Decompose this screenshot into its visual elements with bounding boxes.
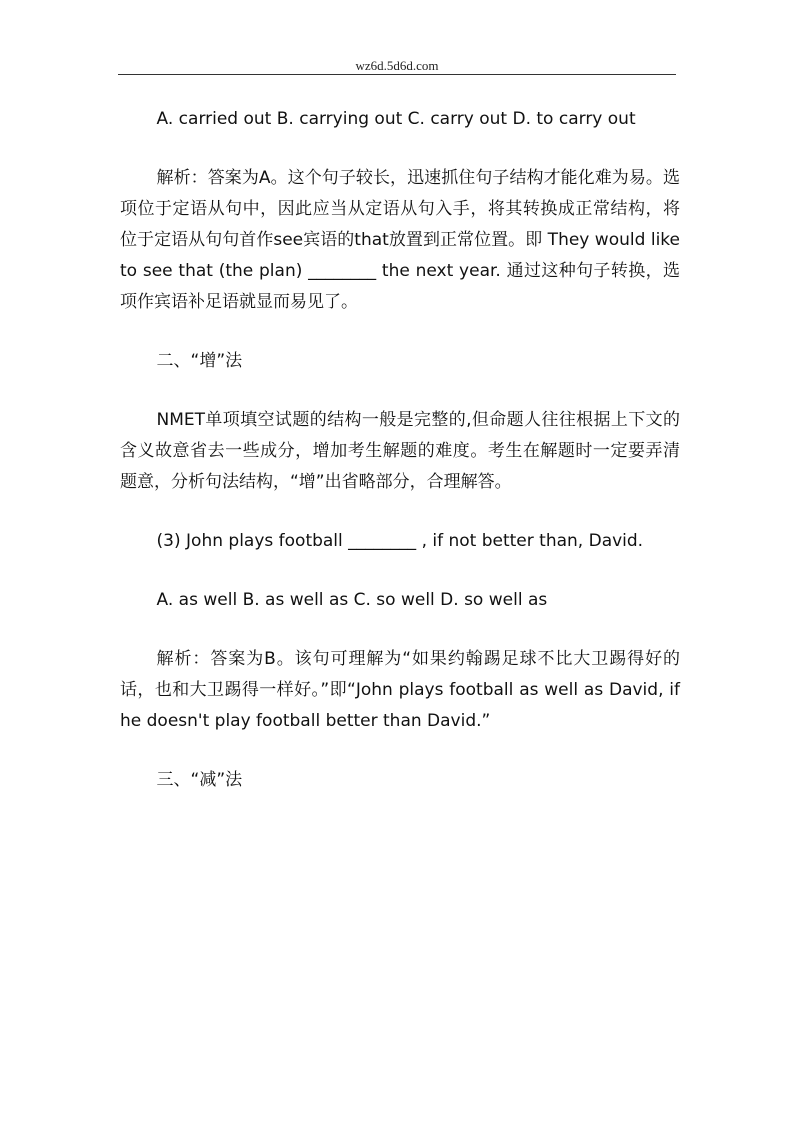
paragraph-options-1: A. carried out B. carrying out C. carry out D. to carry out xyxy=(156,109,636,129)
paragraph-add-method: NMET单项填空试题的结构一般是完整的,但命题人往往根据上下文的含义故意省去一些成分，增加考生解题的难度。考生在解题时一定要弄清题意，分析句法结构，“增”出省略部分，合理解答。 xyxy=(120,410,680,492)
document-body xyxy=(120,104,680,796)
paragraph-analysis-1: 解析：答案为A。这个句子较长，迅速抓住句子结构才能化难为易。选项位于定语从句中，因此应当从定语从句入手，将其转换成正常结构，将位于定语从句句首作see宾语的that放置到正常位置。即 They would like to see that (the plan) ________ the next year. 通过这种句子转换，选项作宾语补足语就显而易见了。 xyxy=(120,168,680,312)
section-heading-subtract: 三、“减”法 xyxy=(156,770,243,790)
page-header-url: wz6d.5d6d.com xyxy=(355,58,439,73)
paragraph-analysis-3: 解析：答案为B。该句可理解为“如果约翰踢足球不比大卫踢得好的话，也和大卫踢得一样好。”即“John plays football as well as David, if he doesn't play football better than David.” xyxy=(120,649,680,731)
paragraph-question-3: (3) John plays football ________ , if not better than, David. xyxy=(156,531,644,551)
header-divider xyxy=(118,74,676,75)
section-heading-add: 二、“增”法 xyxy=(156,351,243,371)
paragraph-options-3: A. as well B. as well as C. so well D. so well as xyxy=(156,590,548,610)
